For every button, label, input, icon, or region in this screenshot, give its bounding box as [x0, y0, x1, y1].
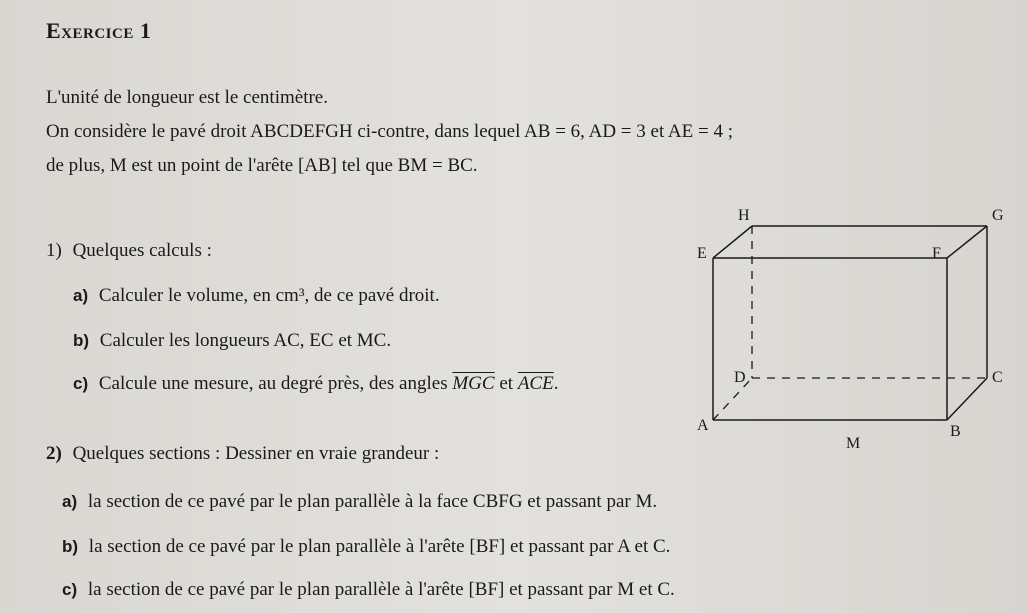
hidden-edge-ad — [713, 378, 752, 420]
exercise-title: Exercice 1 — [46, 18, 152, 43]
item-text: Calculer le volume, en cm³, de ce pavé droit. — [98, 285, 440, 306]
intro-line-3: de plus, M est un point de l'arête [AB] tel que BM = BC. — [46, 155, 478, 176]
vertex-label-c: C — [992, 369, 1003, 386]
item-text: la section de ce pavé par le plan parallèle à la face CBFG et passant par M. — [87, 491, 658, 512]
vertex-label-d: D — [734, 369, 746, 386]
vertex-label-e: E — [697, 245, 707, 262]
item-letter: b) — [62, 537, 79, 556]
item-text: la section de ce pavé par le plan parallèle à l'arête [BF] et passant par M et C. — [87, 579, 675, 600]
item-letter: a) — [62, 492, 78, 511]
part1-heading: Quelques calculs : — [72, 240, 212, 261]
edge-eh — [713, 226, 752, 258]
vertex-label-g: G — [992, 207, 1004, 224]
item-text: Calcule une mesure, au degré près, des angles — [98, 373, 448, 394]
part1-number: 1) — [46, 240, 62, 261]
point-label-m: M — [846, 435, 861, 452]
part2-number: 2) — [46, 443, 62, 464]
part2-heading: Quelques sections : Dessiner en vraie grandeur : — [72, 443, 440, 464]
item-text: la section de ce pavé par le plan parallèle à l'arête [BF] et passant par A et C. — [88, 536, 671, 557]
item-letter: c) — [62, 580, 78, 599]
item-text: Calculer les longueurs AC, EC et MC. — [99, 330, 392, 351]
vertex-label-f: F — [932, 245, 941, 262]
item-end: . — [553, 373, 559, 394]
intro-line-2: On considère le pavé droit ABCDEFGH ci-contre, dans lequel AB = 6, AD = 3 et AE = 4 ; — [46, 121, 734, 142]
item-letter: b) — [73, 331, 90, 350]
edge-fg — [947, 226, 987, 258]
vertex-label-h: H — [738, 207, 750, 224]
angle-mgc: $\overline{MGC}$ — [452, 373, 495, 394]
angle-ace: $\overline{ACE}$ — [517, 373, 554, 394]
item-letter: c) — [73, 374, 89, 393]
vertex-label-a: A — [697, 417, 709, 434]
angle-connector: et — [499, 373, 514, 394]
vertex-label-b: B — [950, 423, 961, 440]
item-letter: a) — [73, 286, 89, 305]
intro-line-1: L'unité de longueur est le centimètre. — [46, 87, 328, 108]
edge-bc — [947, 378, 987, 420]
